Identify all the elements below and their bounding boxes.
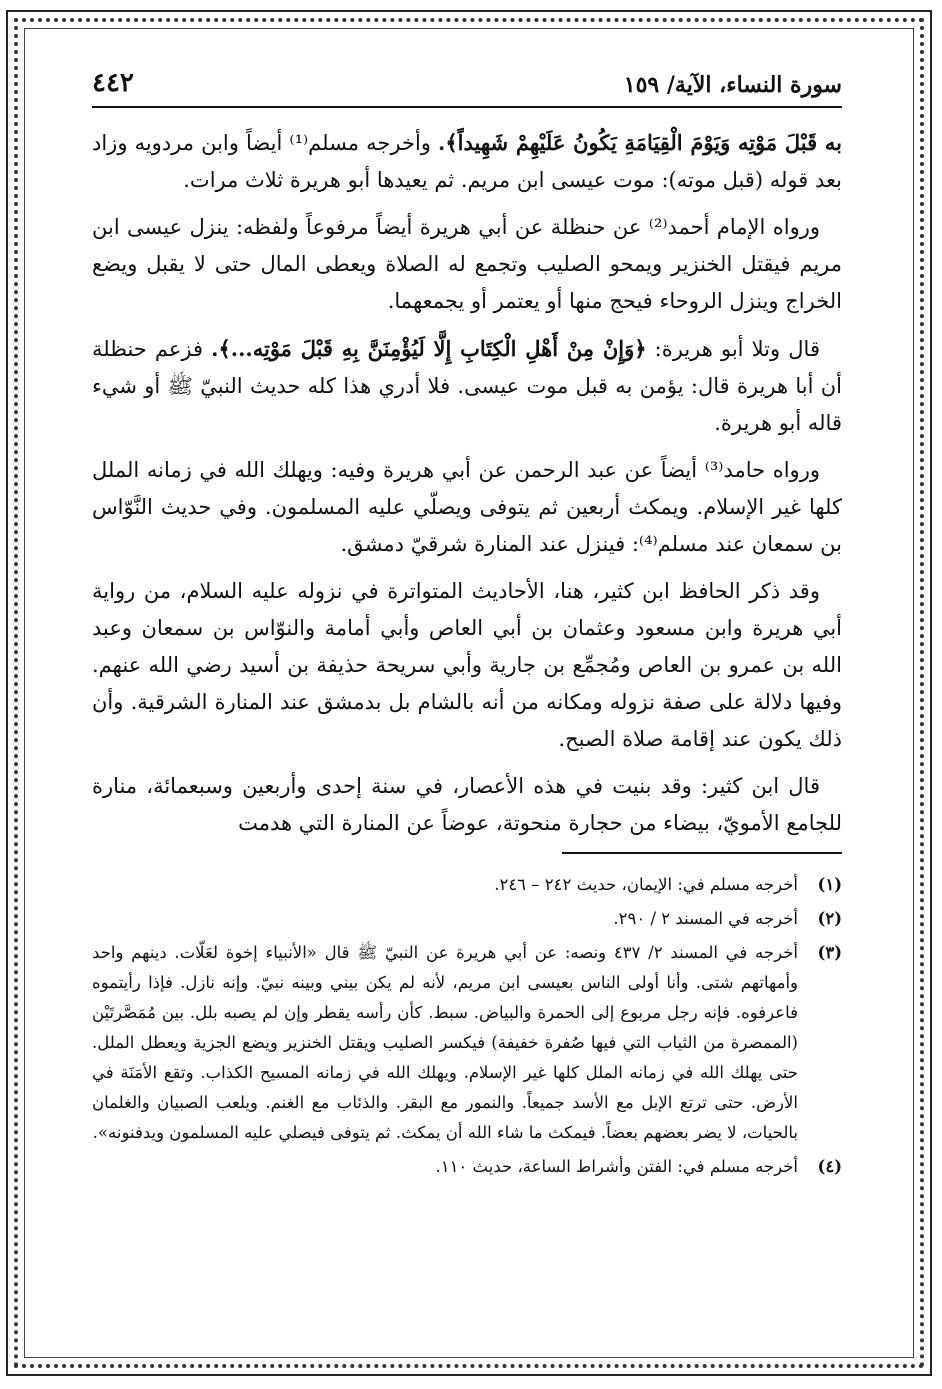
footnote-number: (١) [817, 875, 842, 894]
paragraph-text: ورواه الإمام أحمد⁽²⁾ عن حنظلة عن أبي هريرة أيضاً مرفوعاً ولفظه: ينزل عيسى ابن مريم فيقتل الخنزير ويمحو الصليب وتجمع له الصلاة ويعطى المال حتى لا يقبل ويضع الخراج وينزل الروحاء فيحج منها أو يعتمر أو يجمعهما. [92, 215, 842, 313]
footnote-text: أخرجه مسلم في: الإيمان، حديث ٢٤٢ – ٢٤٦. [494, 875, 798, 894]
page-header [92, 60, 842, 108]
footnotes [92, 870, 842, 1182]
paragraph [92, 124, 842, 199]
quran-verse: به قَبْلَ مَوْتِه وَيَوْمَ الْقِيَامَةِ يَكُونُ عَلَيْهِمْ شَهِيداً﴾. [438, 130, 843, 155]
footnote [92, 938, 842, 1148]
page-number: ٤٤٢ [92, 68, 134, 98]
quran-verse: ﴿وَإِنْ مِنْ أَهْلِ الْكِتَابِ إِلَّا لَيُؤْمِنَنَّ بِهِ قَبْلَ مَوْتِه...﴾. [211, 336, 647, 361]
footnote-text: أخرجه في المسند ٢/ ٤٣٧ ونصه: عن أبي هريرة عن النبيّ ﷺ قال «الأنبياء إخوة لعَلّات. دينهم واحد وأمهاتهم شتى. وأنا أولى الناس بعيسى ابن مريم، لأنه لم يكن بيني وبينه نبيّ. وإنه نازل. فإذا رأيتموه فاعرفوه. فإنه رجل مربوع إلى الحمرة والبياض. سبط. كأن رأسه يقطر وإن لم يصبه بلل. بين مُمَصَّرتَيْن (الممصرة من الثياب التي فيها صُفرة خفيفة) فيكسر الصليب ويقتل الخنزير ويضع الجزية ويعطل الملل. حتى يهلك الله في زمانه الملل كلها غير الإسلام. ويهلك الله في زمانه المسيح الكذاب. وتقع الأمَنَة في الأرض. حتى ترتع الإبل مع الأسد جميعاً. والنمور مع البقر. والذئاب مع الغنم. ويلعب الصبيان والغلمان بالحيات، لا يضر بعضهم بعضاً. فيمكث ما شاء الله أن يمكث. ثم يتوفى فيصلي عليه المسلمون ويدفنونه». [92, 943, 799, 1142]
main-text [92, 124, 842, 842]
paragraph [92, 573, 842, 758]
page-content [92, 60, 842, 1186]
footnote-number: (٤) [817, 1157, 842, 1176]
footnote [92, 1152, 842, 1182]
footnote [92, 870, 842, 900]
paragraph [92, 768, 842, 842]
footnote-separator [562, 852, 842, 854]
paragraph-text: وأخرجه مسلم⁽¹⁾ أيضاً وابن مردويه وزاد بعد قوله (قبل موته): موت عيسى ابن مريم. ثم يعيدها أبو هريرة ثلاث مرات. [92, 131, 842, 192]
paragraph-text: قال ابن كثير: وقد بنيت في هذه الأعصار، في سنة إحدى وأربعين وسبعمائة، منارة للجامع الأمويّ، بيضاء من حجارة منحوتة، عوضاً عن المنارة التي هدمت [92, 774, 842, 835]
paragraph [92, 209, 842, 320]
paragraph [92, 330, 842, 442]
footnote-number: (٣) [817, 943, 842, 962]
paragraph-text: وقد ذكر الحافظ ابن كثير، هنا، الأحاديث المتواترة في نزوله عليه السلام، من رواية أبي هريرة وابن مسعود وعثمان بن أبي العاص وأبي أمامة والنوّاس بن سمعان وعبد الله بن عمرو بن العاص ومُجمِّع بن جارية وأبي سريحة حذيفة بن أسيد رضي الله عنهم. وفيها دلالة على صفة نزوله ومكانه من أنه بالشام بل بدمشق عند المنارة الشرقية. وأن ذلك يكون عند إقامة صلاة الصبح. [92, 579, 842, 751]
footnote [92, 904, 842, 934]
paragraph [92, 452, 842, 563]
paragraph-text: ورواه حامد⁽³⁾ أيضاً عن عبد الرحمن عن أبي هريرة وفيه: ويهلك الله في زمانه الملل كلها غير الإسلام. ويمكث أربعين ثم يتوفى ويصلّي عليه المسلمون. وفي حديث النَّوّاس بن سمعان عند مسلم⁽⁴⁾: فينزل عند المنارة شرقيّ دمشق. [92, 458, 842, 556]
footnote-text: أخرجه في المسند ٢ / ٢٩٠. [613, 909, 798, 928]
surah-reference: سورة النساء، الآية/ ١٥٩ [623, 72, 842, 98]
paragraph-text-lead: قال وتلا أبو هريرة: [646, 337, 820, 361]
footnote-text: أخرجه مسلم في: الفتن وأشراط الساعة، حديث ١١٠. [435, 1157, 798, 1176]
paragraph-text: فزعم حنظلة أن أبا هريرة قال: يؤمن به قبل موت عيسى. فلا أدري هذا كله حديث النبيّ ﷺ أو شيء قاله أبو هريرة. [92, 337, 842, 435]
footnote-number: (٢) [817, 909, 842, 928]
